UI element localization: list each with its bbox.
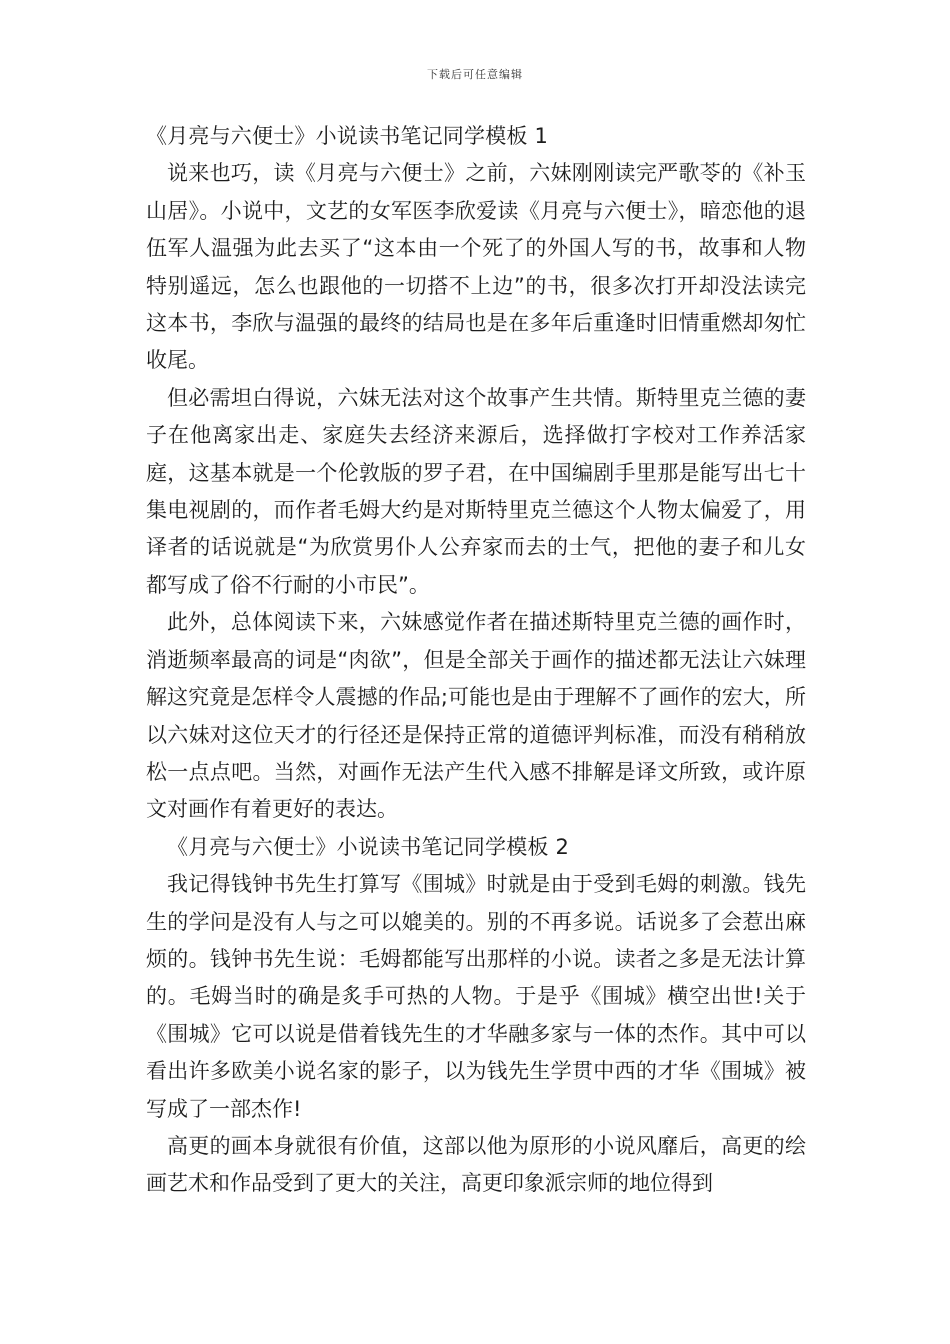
section-1-paragraph-1: 说来也巧，读《月亮与六便士》之前，六妹刚刚读完严歌苓的《补玉山居》。小说中，文艺的女军医李欣爱读《月亮与六便士》，暗恋他的退伍军人温强为此去买了“这本由一个死了的外国人写的书，故事和人物特别遥远，怎么也跟他的一切搭不上边”的书，很多次打开却没法读完这本书，李欣与温强的最终的结局也是在多年后重逢时旧情重燃却匆忙收尾。 [146, 161, 806, 373]
section-2-paragraph-2: 高更的画本身就很有价值，这部以他为原形的小说风靡后，高更的绘画艺术和作品受到了更大的关注，高更印象派宗师的地位得到 [146, 1133, 806, 1196]
section-1-title: 《月亮与六便士》小说读书笔记同学模板 1 [146, 124, 549, 148]
section-2-title: 《月亮与六便士》小说读书笔记同学模板 2 [167, 834, 570, 859]
header-note: 下载后可任意编辑 [427, 68, 523, 81]
section-1-paragraph-3: 此外，总体阅读下来，六妹感觉作者在描述斯特里克兰德的画作时，消逝频率最高的词是“肉欲”，但是全部关于画作的描述都无法让六妹理解这究竟是怎样令人震撼的作品;可能也是由于理解不了画作的宏大，所以六妹对这位天才的行径还是保持正常的道德评判标准，而没有稍稍放松一点点吧。当然，对画作无法产生代入感不排解是译文所致，或许原文对画作有着更好的表达。 [146, 610, 806, 822]
section-2-paragraph-1: 我记得钱钟书先生打算写《围城》时就是由于受到毛姆的刺激。钱先生的学问是没有人与之可以媲美的。别的不再多说。话说多了会惹出麻烦的。钱钟书先生说：毛姆都能写出那样的小说。读者之多是无法计算的。毛姆当时的确是炙手可热的人物。于是乎《围城》横空出世!关于《围城》它可以说是借着钱先生的才华融多家与一体的杰作。其中可以看出许多欧美小说名家的影子，以为钱先生学贯中西的才华《围城》被写成了一部杰作! [146, 872, 806, 1121]
section-1-paragraph-2: 但必需坦白得说，六妹无法对这个故事产生共情。斯特里克兰德的妻子在他离家出走、家庭失去经济来源后，选择做打字校对工作养活家庭，这基本就是一个伦敦版的罗子君，在中国编剧手里那是能写出七十集电视剧的，而作者毛姆大约是对斯特里克兰德这个人物太偏爱了，用译者的话说就是“为欣赏男仆人公弃家而去的士气，把他的妻子和儿女都写成了俗不行耐的小市民”。 [146, 385, 806, 597]
document-body [146, 118, 806, 1203]
